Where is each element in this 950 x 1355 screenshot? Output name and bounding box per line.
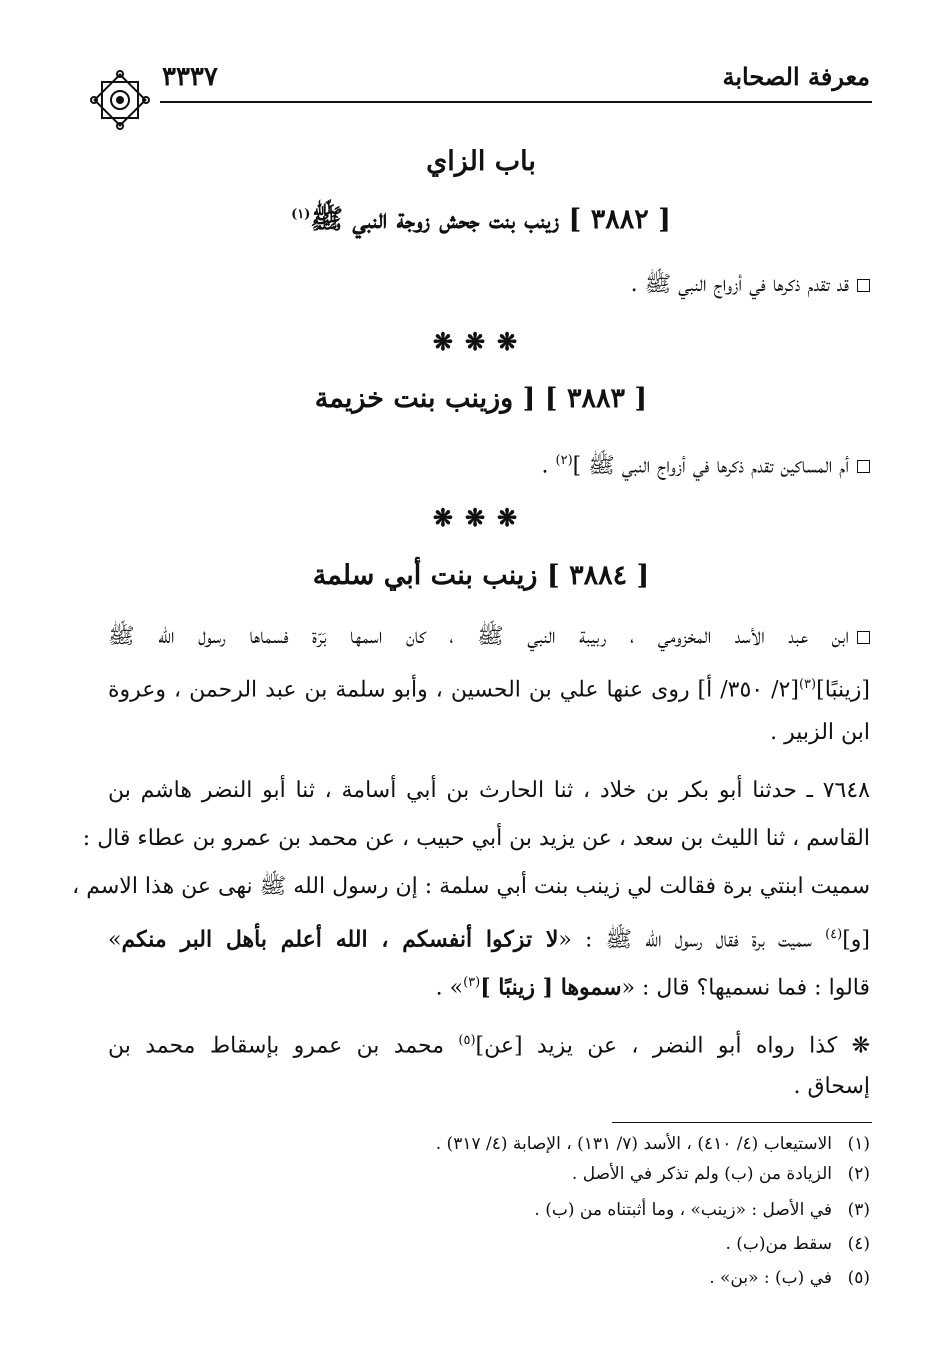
- footnote-2: (٢)الزيادة من (ب) ولم تذكر في الأصل .: [571, 1164, 870, 1184]
- section-title: باب الزاي: [426, 146, 536, 177]
- comment-line2: إسحاق .: [793, 1074, 870, 1099]
- paragraph-marker-icon: [857, 279, 870, 292]
- paragraph-marker-icon: [857, 631, 870, 644]
- entry-heading-3882: [90, 202, 872, 242]
- star-ornament-icon: [88, 68, 152, 132]
- hadith-line4: [و]$^{(٤)}$ سميت برة فقال رسول الله ﷺ : «لا تزكوا أنفسكم ، الله أعلم بأهل البر منكم»: [108, 926, 870, 953]
- entry-number: [ ٣٨٨٤ ]: [546, 560, 650, 591]
- separator-stars: ❋❋❋: [432, 503, 530, 532]
- para1-line1: ابن عبد الأسد المخزومي ، ربيبة النبي ﷺ ، كان اسمها بَرّة فسماها رسول الله ﷺ: [108, 622, 870, 652]
- para1-line3: ابن الزبير .: [770, 720, 870, 745]
- comment-line1: ❋ كذا رواه أبو النضر ، عن يزيد [عن]$^{(٥)}$ محمد بن عمرو بإسقاط محمد بن: [108, 1033, 870, 1059]
- hadith-line3: سميت ابنتي برة فقالت لي زينب بنت أبي سلمة : إن رسول الله ﷺ نهى عن هذا الاسم ،: [72, 874, 870, 899]
- page-number: ٣٣٣٧: [162, 62, 218, 92]
- footnote-3: (٣)في الأصل : «زينب» ، وما أثبتناه من (ب) .: [534, 1200, 870, 1220]
- entry-number: [ ٣٨٨٢ ]: [568, 204, 671, 235]
- para1-line2: [زينبًا]$^{(٣)}$[٢/ ٣٥٠/ أ] روى عنها علي بن الحسين ، وأبو سلمة بن عبد الرحمن ، وعروة: [108, 677, 871, 703]
- paragraph-marker-icon: [857, 460, 870, 473]
- footnote-4: (٤)سقط من(ب) .: [725, 1234, 870, 1254]
- footnote-5: (٥)في (ب) : «بن» .: [709, 1268, 870, 1288]
- separator-stars: ❋❋❋: [432, 327, 530, 356]
- entry-heading-3884: [90, 560, 872, 591]
- footnote-ref: (١): [291, 207, 311, 222]
- header-rule: [160, 101, 872, 103]
- hadith-line1: ٧٦٤٨ ـ حدثنا أبو بكر بن خلاد ، ثنا الحارث بن أبي أسامة ، ثنا أبو النضر هاشم بن: [108, 778, 870, 803]
- hadith-line5: قالوا : فما نسميها؟ قال : «سموها [ زينبًا ]$^{(٣)}$» .: [435, 974, 870, 1001]
- entry-heading-3883: [90, 383, 872, 414]
- footnote-1: (١)الاستيعاب (٤/ ٤١٠) ، الأسد (٧/ ١٣١) ، الإصابة (٤/ ٣١٧) .: [435, 1134, 870, 1154]
- entry-name: زينب بنت جحش زوجة النبي ﷺ: [310, 204, 560, 235]
- entry-name: [ وزينب بنت خزيمة: [314, 383, 536, 414]
- footnote-rule: [612, 1122, 872, 1123]
- hadith-line2: القاسم ، ثنا الليث بن سعد ، عن يزيد بن أبي حبيب ، عن محمد بن عمرو بن عطاء قال :: [82, 826, 870, 851]
- book-title: معرفة الصحابة: [722, 62, 870, 91]
- entry-number: [ ٣٨٨٣ ]: [544, 383, 648, 414]
- entry-name: زينب بنت أبي سلمة: [312, 560, 538, 591]
- entry-text-3882: قد تقدم ذكرها في أزواج النبي ﷺ .: [108, 270, 870, 300]
- entry-text-3883: أم المساكين تقدم ذكرها في أزواج النبي ﷺ ]$^{(٢)}$ .: [108, 446, 870, 481]
